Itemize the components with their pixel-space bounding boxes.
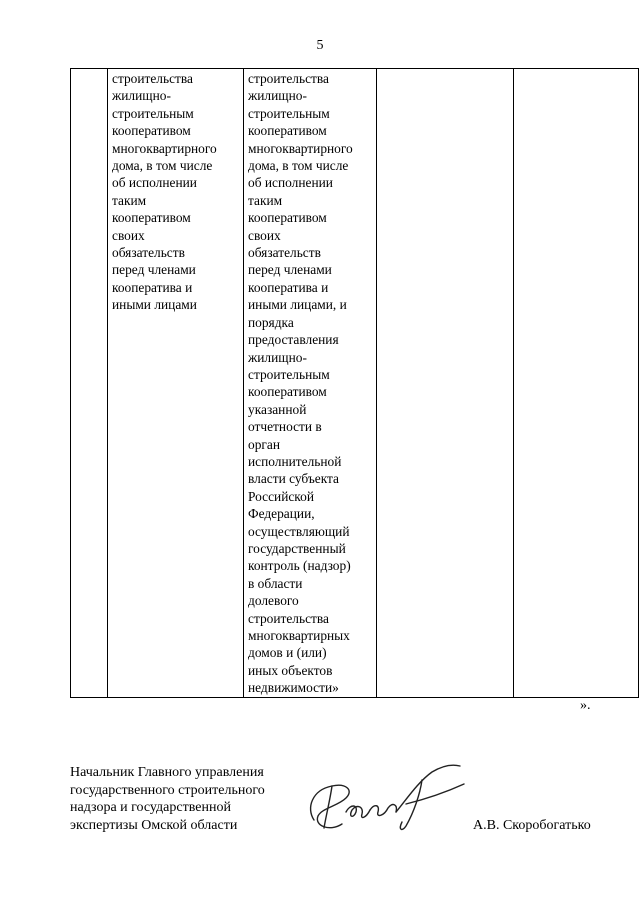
handwritten-signature [302, 760, 482, 840]
signatory-position: Начальник Главного управления государственного строительного надзора и государственной экспертизы Омской области [70, 765, 265, 833]
table-cell-empty-4 [377, 69, 514, 698]
page-number: 5 [316, 38, 324, 53]
table-cell-empty-5 [514, 69, 639, 698]
new-wording-text: строительства жилищно- строительным кооперативом многоквартирного дома, в том числе об исполнении таким кооперативом своих обязательств перед членами кооператива и иными лицами, и порядка предоставления жилищно- строительным кооперативом указанной отчетности в орган исполнительной власти субъекта Российской Федерации, осуществляющий государственный контроль (надзор) в области долевого строительства многоквартирных домов и (или) иных объектов недвижимости» [248, 71, 353, 696]
content-table [70, 68, 639, 698]
table-cell-current-wording [108, 69, 244, 698]
table-cell-new-wording [244, 69, 377, 698]
table-row [71, 69, 639, 698]
table-cell-empty-1 [71, 69, 108, 698]
current-wording-text: строительства жилищно- строительным кооперативом многоквартирного дома, в том числе об исполнении таким кооперативом своих обязательств перед членами кооператива и иными лицами [112, 71, 217, 313]
signatory-name: А.В. Скоробогатько [473, 818, 591, 833]
closing-quote-mark: ». [580, 698, 591, 713]
